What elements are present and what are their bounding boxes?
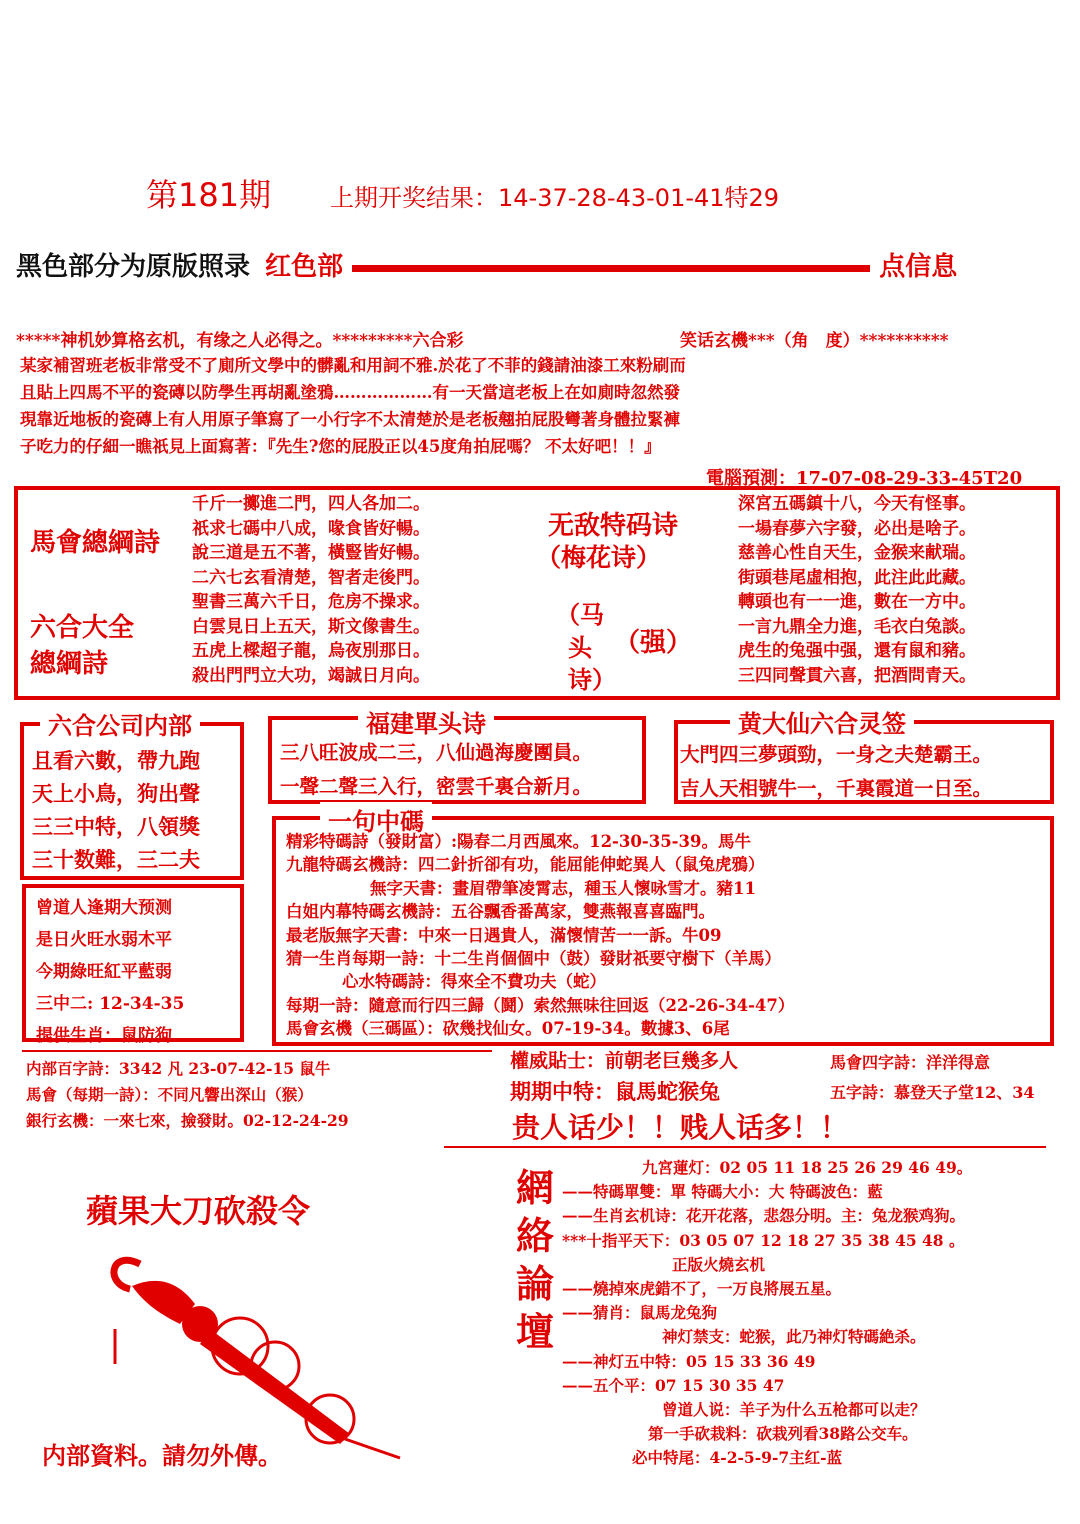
verse-line: 聖書三萬六千日，危房不操求。 (192, 592, 430, 612)
forum-line: ——特碼單雙：單 特碼大小：大 特碼波色：藍 (562, 1182, 883, 1202)
knife-illustration (100, 1234, 420, 1464)
verse-mid-paren: （强） (614, 628, 693, 658)
verse-line: 五虎上樑超子龍，烏夜別那日。 (192, 641, 430, 661)
daoren-line: 是日火旺水弱木平 (36, 930, 172, 950)
verse-line: 一言九鼎全力進，毛衣白兔談。 (738, 616, 976, 637)
joke-header-left: *****神机妙算格玄机，有缘之人必得之。*********六合彩 (16, 331, 464, 351)
company-line: 天上小鳥，狗出聲 (32, 781, 200, 806)
slogan: 贵人话少！！贱人话多！！ (512, 1111, 849, 1144)
inner-line: 馬會（每期一詩）：不同凡響出深山（猴） (26, 1085, 313, 1104)
forum-line: 第一手砍栽料：砍栽列看38路公交车。 (648, 1424, 918, 1444)
sentence-line: 白姐内幕特碼玄機詩：五谷飄香番萬家，雙燕報喜喜臨門。 (286, 902, 715, 922)
fujian-lines (280, 736, 592, 804)
verse-column-2 (738, 492, 976, 688)
forum-char: 壇 (515, 1309, 554, 1354)
company-line: 三十数難，三二夫 (32, 847, 200, 872)
verse-line: 二六七玄看清楚，智者走後門。 (192, 567, 430, 588)
daoren-line: 今期綠旺紅平藍弱 (36, 962, 172, 982)
joke-body (20, 352, 686, 460)
huang-lines (680, 738, 992, 806)
verse-label-1: 馬會總綱詩 (30, 528, 161, 558)
sentence-lines (286, 830, 794, 1041)
forum-line: 九宮蓮灯：02 05 11 18 25 26 29 46 49。 (642, 1158, 973, 1177)
sentence-line: 心水特碼詩：得來全不費功夫（蛇） (342, 972, 606, 992)
forum-line: 曾道人说：羊子为什么五枪都可以走？ (662, 1400, 926, 1420)
verse-line: 一場春夢六字發，必出是啥子。 (738, 518, 976, 539)
tips-line-1-right: 馬會四字詩：洋洋得意 (830, 1053, 991, 1072)
sentence-line: 猜一生肖每期一詩：十二生肖個個中（鼓）發財祇要守樹下（羊馬） (286, 949, 781, 969)
company-line: 且看六數，帶九跑 (32, 748, 200, 773)
fujian-title: 福建單头诗 (358, 704, 494, 739)
company-line: 三三中特，八領獎 (32, 814, 200, 839)
verse-mid-title: 无敌特码诗 (548, 511, 679, 541)
verse-label-2 (30, 610, 134, 682)
forum-line: ——猜肖：鼠馬龙兔狗 (562, 1303, 718, 1323)
inner-divider (22, 1050, 492, 1052)
inner-lines (26, 1056, 349, 1134)
forum-line: ***十指平天下：03 05 07 12 18 27 35 38 45 48 。 (562, 1230, 965, 1250)
verse-label-2b: 總綱詩 (30, 649, 109, 679)
notice-line (16, 246, 957, 283)
tips-line-2-left: 期期中特：鼠馬蛇猴兔 (510, 1079, 720, 1104)
verse-mid-v1: （马 (556, 600, 604, 629)
forum-line: ——神灯五中特：05 15 33 36 49 (562, 1351, 816, 1371)
forum-line: ——燒掉來虎錯不了，一万良將展五星。 (562, 1279, 842, 1299)
verse-line: 虎生的兔强中强，還有鼠和豬。 (738, 641, 976, 661)
verse-mid-v2: 头 (568, 633, 592, 662)
fujian-line: 三八旺波成二三，八仙過海慶團員。 (280, 741, 593, 764)
daoren-line: 三中二: 12-34-35 (36, 994, 185, 1014)
verse-line: 三四同聲貫六喜，把酒問青天。 (738, 665, 976, 686)
sentence-line: 精彩特碼詩（發財富）:陽春二月西風來。12-30-35-39。馬牛 (286, 832, 751, 851)
verse-mid-sub: （梅花诗） (536, 543, 662, 572)
notice-red: 红色部 (265, 252, 344, 282)
sentence-line: 每期一詩：隨意而行四三歸（鬪）索然無味往回返（22-26-34-47） (286, 995, 795, 1015)
computer-prediction: 電腦預測：17-07-08-29-33-45T20 (706, 468, 1023, 489)
forum-lines (562, 1156, 972, 1471)
huang-line: 吉人天相號牛一，千裏霞道一日至。 (680, 777, 993, 800)
tips-divider (444, 1146, 1046, 1148)
forum-line: 正版火燒玄机 (672, 1254, 766, 1274)
forum-char: 網 (515, 1165, 554, 1210)
huang-line: 大門四三夢頭勁，一身之夫楚霸王。 (680, 743, 993, 766)
last-result: 上期开奖结果：14-37-28-43-01-41特29 (330, 184, 780, 212)
verse-line: 街頭巷尾虛相抱，此注此此藏。 (738, 567, 976, 588)
tips-line-2-right: 五字詩：慕登天子堂12、34 (830, 1083, 1035, 1102)
issue-number: 第181期 (146, 176, 272, 214)
sentence-line: 九龍特碼玄機詩：四二針折卻有功，能屈能伸蛇異人（鼠兔虎鴉） (286, 855, 765, 875)
verse-line: 祇求七碼中八成，喙食皆好暢。 (192, 518, 430, 539)
verse-line: 千斤一擲進二門，四人各加二。 (192, 494, 430, 514)
verse-line: 慈善心性自天生，金猴来献瑞。 (738, 543, 976, 563)
company-title: 六合公司内部 (40, 706, 200, 741)
sentence-title: 一句中碼 (320, 802, 432, 837)
sentence-line: 馬會玄機（三碼區）：砍幾找仙女。07-19-34。數據3、6尾 (286, 1019, 730, 1039)
daoren-title: 曾道人逢期大预测 (36, 898, 172, 918)
forum-label (512, 1164, 558, 1356)
verse-line: 說三道是五不著，橫豎皆好暢。 (192, 543, 430, 563)
forum-char: 論 (515, 1261, 554, 1306)
notice-right: 点信息 (879, 252, 958, 282)
forum-line: ——生肖玄机诗：花开花落，悲怨分明。主：兔龙猴鸡狗。 (562, 1206, 966, 1226)
verse-column-1 (192, 492, 430, 688)
joke-line: 某家補習班老板非常受不了廁所文學中的髒亂和用詞不雅.於花了不菲的錢請油漆工來粉刷而 (20, 356, 686, 375)
verse-line: 白雲見日上五天，斯文像書生。 (192, 616, 430, 637)
notice-black: 黑色部分为原版照录 (16, 252, 251, 282)
huang-title: 黄大仙六合灵签 (730, 704, 914, 739)
forum-char: 絡 (515, 1213, 554, 1258)
company-lines (32, 744, 200, 876)
joke-header-right: 笑话玄機***（角 度）********** (680, 331, 949, 351)
joke-line: 子吃力的仔細一瞧祇見上面寫著：『先生?您的屁股正以45度角拍屁嗎？ 不太好吧！！』 (20, 437, 661, 456)
verse-line: 殺出門門立大功，竭誠日月向。 (192, 665, 430, 686)
inner-line: 銀行玄機：一來七來，撿發財。02-12-24-29 (26, 1111, 349, 1130)
verse-label-2a: 六合大全 (30, 613, 135, 643)
verse-line: 深宮五碼鎮十八，今天有怪事。 (738, 494, 976, 514)
joke-line: 現靠近地板的瓷磚上有人用原子筆寫了一小行字不太清楚於是老板翹拍屁股彎著身體拉緊褲 (20, 410, 680, 429)
forum-line: 必中特尾：4-2-5-9-7主红-蓝 (632, 1448, 843, 1468)
verse-mid-v3: 诗） (568, 665, 616, 694)
daoren-line: 提供生肖：鼠防狗 (36, 1026, 172, 1046)
notice-strike (352, 255, 870, 281)
forum-line: 神灯禁支：蛇猴，此乃神灯特碼絶杀。 (662, 1327, 926, 1347)
inner-line: 内部百字詩：3342 凡 23-07-42-15 鼠牛 (26, 1059, 331, 1078)
sentence-line: 最老版無字天書：中來一日遇貴人，滿懷情苦一一訴。牛09 (286, 925, 722, 945)
apple-title: 蘋果大刀砍殺令 (86, 1192, 311, 1230)
verse-line: 轉頭也有一一進，數在一方中。 (738, 592, 976, 612)
tips-line-1-left: 權威貼士：前朝老巨幾多人 (510, 1050, 739, 1072)
joke-line: 且貼上四馬不平的瓷磚以防學生再胡亂塗鴉………………有一天當這老板上在如廁時忽然發 (20, 383, 680, 402)
daoren-lines (36, 892, 184, 1052)
sentence-line: 無字天書：畫眉帶筆凌霄志，種玉人懷咏雪才。豬11 (370, 878, 756, 898)
forum-line: ——五个平：07 15 30 35 47 (562, 1375, 785, 1395)
apple-caption: 内部資料。請勿外傳。 (42, 1441, 282, 1470)
fujian-line: 一聲二聲三入行，密雲千裏合新月。 (280, 775, 593, 798)
